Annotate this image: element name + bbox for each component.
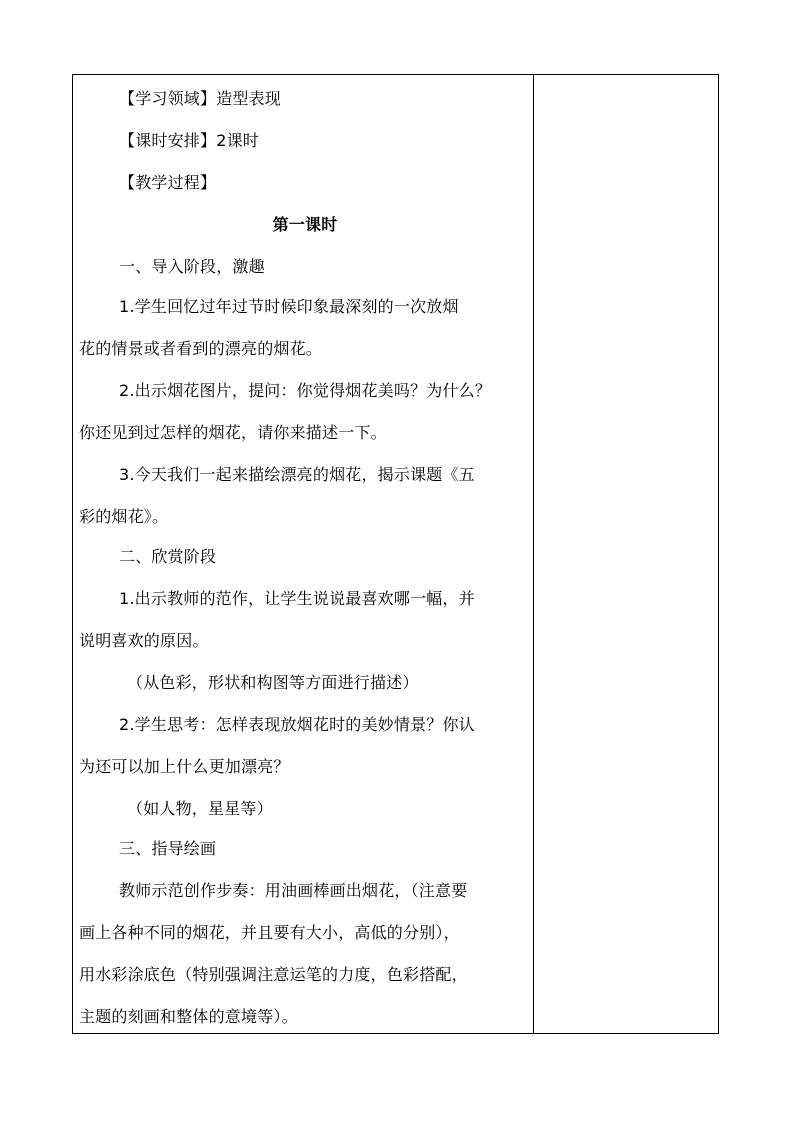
learning-domain: 【学习领域】造型表现 <box>119 89 282 108</box>
paragraph-line: 你还见到过怎样的烟花，请你来描述一下。 <box>79 423 387 442</box>
paragraph-line: 2.学生思考：怎样表现放烟花时的美妙情景？你认 <box>119 715 475 734</box>
paragraph-line: 教师示范创作步奏：用油画棒画出烟花，（注意要 <box>119 881 468 900</box>
paragraph-line: 说明喜欢的原因。 <box>79 631 209 650</box>
lesson-schedule: 【课时安排】2课时 <box>119 131 259 150</box>
paragraph-line: 用水彩涂底色（特别强调注意运笔的力度，色彩搭配， <box>79 965 468 984</box>
paragraph-line: 1.学生回忆过年过节时候印象最深刻的一次放烟 <box>119 297 459 316</box>
section-heading-2: 二、欣赏阶段 <box>119 547 217 566</box>
paragraph-note: （从色彩，形状和构图等方面进行描述） <box>127 673 419 692</box>
paragraph-line: 1.出示教师的范作，让学生说说最喜欢哪一幅，并 <box>119 589 475 608</box>
first-lesson-title: 第一课时 <box>272 215 338 234</box>
paragraph-line: 彩的烟花》。 <box>79 507 169 526</box>
paragraph-line: 为还可以加上什么更加漂亮？ <box>79 757 290 776</box>
lesson-plan-table <box>72 74 719 1034</box>
paragraph-line: 主题的刻画和整体的意境等）。 <box>79 1007 298 1026</box>
teaching-process-heading: 【教学过程】 <box>119 173 217 192</box>
section-heading-3: 三、指导绘画 <box>119 839 217 858</box>
paragraph-line: 3.今天我们一起来描绘漂亮的烟花，揭示课题《五 <box>119 465 475 484</box>
paragraph-note: （如人物，星星等） <box>127 799 273 818</box>
section-heading-1: 一、导入阶段，激趣 <box>119 257 265 276</box>
table-column-divider <box>533 75 534 1033</box>
paragraph-line: 画上各种不同的烟花，并且要有大小，高低的分别）， <box>79 923 460 942</box>
paragraph-line: 2.出示烟花图片，提问：你觉得烟花美吗？为什么？ <box>119 381 492 400</box>
paragraph-line: 花的情景或者看到的漂亮的烟花。 <box>79 339 323 358</box>
